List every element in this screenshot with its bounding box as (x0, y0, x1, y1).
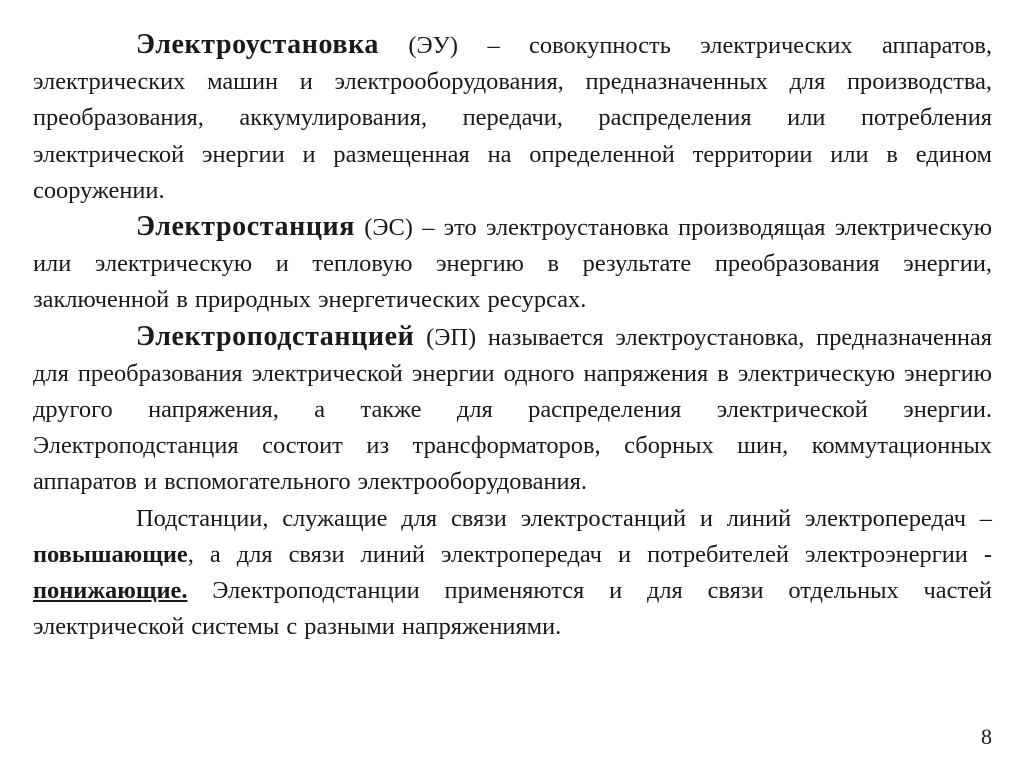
page-number: 8 (981, 724, 992, 749)
definition-electrical-installation: (ЭУ) – совокупность электрических аппаратов, электрических машин и электрооборудования, предназначенных для производства, преобразования, аккумулирования, передачи, распределения или потребления электрической энергии и размещенная на определенной территории или в едином сооружении. (33, 32, 992, 204)
definition-power-station: (ЭС) – это электроустановка производящая электрическую или электрическую и тепловую энергию в результате преобразования энергии, заключенной в природных энергетических ресурсах. (33, 214, 992, 314)
paragraph-substation (33, 319, 992, 501)
term-substation: Электроподстанцией (136, 320, 415, 352)
term-power-station: Электростанция (136, 211, 356, 243)
slide-content (33, 27, 992, 645)
term-step-down: понижающие. (33, 577, 188, 605)
paragraph-substation-types (33, 501, 992, 646)
substation-types-text-2: , а для связи линий электропередач и потребителей электроэнергии - (187, 540, 992, 568)
definition-substation: (ЭП) называется электроустановка, предназначенная для преобразования электрической энергии одного напряжения в электрическую энергию другого напряжения, а также для распределения электрической энергии. Электроподстанция состоит из трансформаторов, сборных шин, коммутационных аппаратов и вспомогательного электрооборудования. (33, 323, 992, 496)
term-electrical-installation: Электроустановка (136, 29, 380, 60)
paragraph-power-station (33, 209, 992, 319)
paragraph-electrical-installation (33, 27, 992, 209)
term-step-up: повышающие (33, 540, 188, 568)
substation-types-text-1: Подстанции, служащие для связи электростанций и линий электропередач – (136, 504, 992, 532)
substation-types-text-3: Электроподстанции применяются и для связи отдельных частей электрической системы с разными напряжениями. (33, 577, 992, 641)
